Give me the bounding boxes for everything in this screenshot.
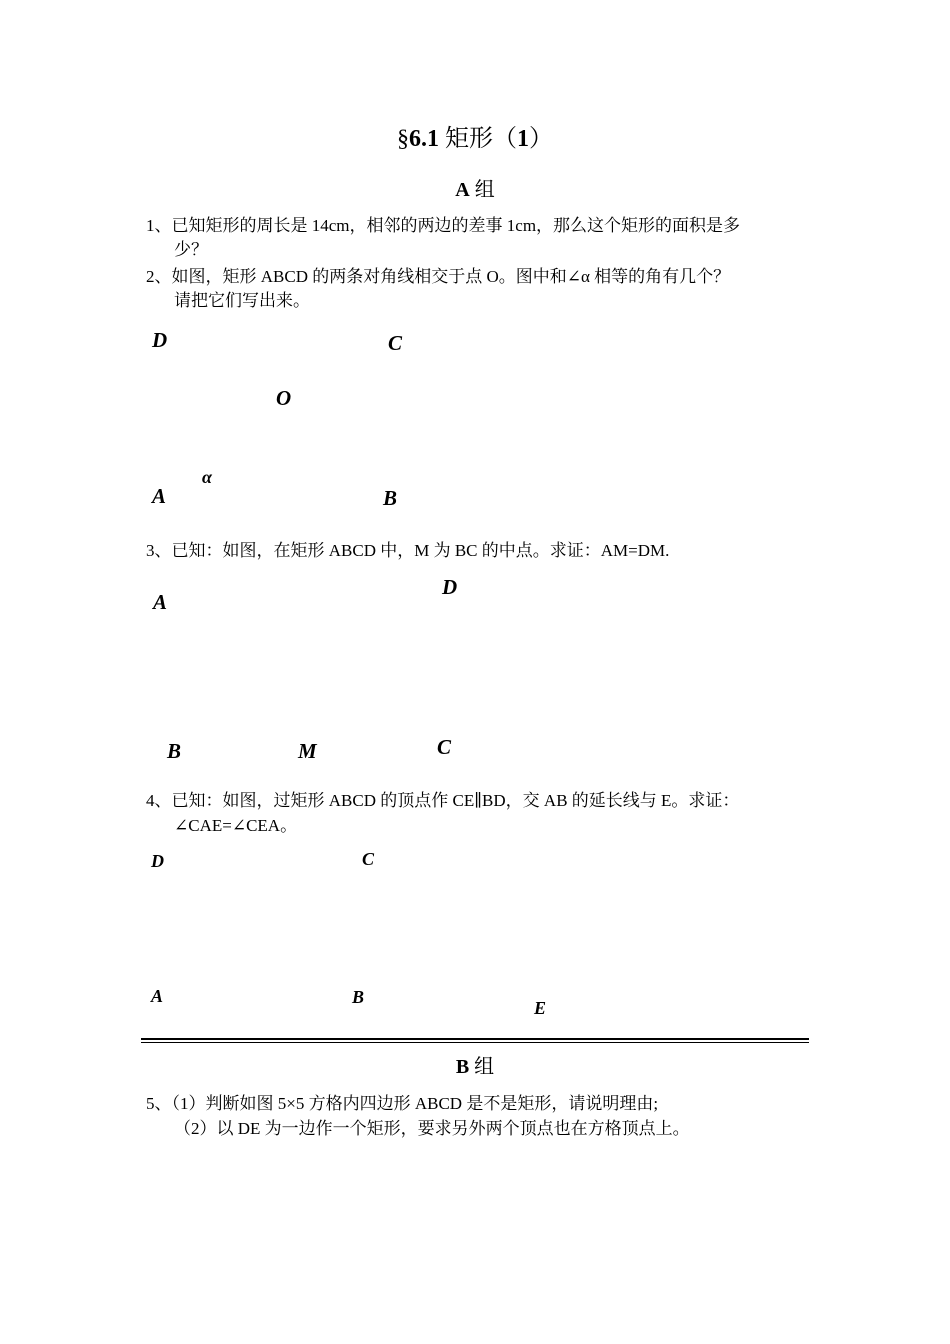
section-sign: § — [397, 126, 409, 152]
fig3-label-a: A — [151, 986, 164, 1006]
fig3-label-b: B — [352, 987, 365, 1007]
fig2-label-a: A — [153, 590, 168, 614]
question-4-line-1: 4、已知：如图，过矩形 ABCD 的顶点作 CE∥BD，交 AB 的延长线与 E。求证： — [146, 791, 740, 810]
question-4-line-2: ∠CAE=∠CEA。 — [174, 816, 298, 835]
fig2-label-m: M — [298, 739, 317, 763]
fig2-label-b: B — [167, 739, 182, 763]
divider-thick — [141, 1038, 809, 1040]
question-2-line-2: 请把它们写出来。 — [174, 291, 310, 310]
group-a-letter: A — [455, 179, 470, 201]
question-1-line-2: 少？ — [174, 240, 208, 259]
divider-thin — [141, 1042, 809, 1043]
group-a-heading — [0, 173, 950, 202]
fig3-label-c: C — [362, 849, 375, 869]
group-a-suffix: 组 — [474, 179, 495, 201]
fig2-label-c: C — [437, 735, 452, 759]
fig1-label-a: A — [152, 484, 167, 508]
section-name: 矩形（ — [445, 126, 517, 152]
group-b-heading — [0, 1050, 950, 1079]
section-number: 6.1 — [409, 126, 439, 152]
question-3-line-1: 3、已知：如图，在矩形 ABCD 中，M 为 BC 的中点。求证：AM=DM. — [146, 541, 670, 560]
fig3-label-d: D — [151, 851, 164, 871]
question-2-line-1: 2、如图，矩形 ABCD 的两条对角线相交于点 O。图中和∠α 相等的角有几个？ — [146, 267, 731, 286]
fig3-label-e: E — [534, 998, 547, 1018]
group-b-letter: B — [455, 1056, 470, 1078]
group-b-suffix: 组 — [474, 1056, 495, 1078]
fig1-label-b: B — [383, 486, 398, 510]
section-paren-close: ） — [529, 126, 553, 152]
fig1-label-alpha: α — [202, 467, 212, 487]
fig1-label-o: O — [276, 386, 292, 410]
section-paren-number: 1 — [517, 126, 529, 152]
fig2-label-d: D — [442, 575, 458, 599]
question-1-line-1: 1、已知矩形的周长是 14cm，相邻的两边的差事 1cm，那么这个矩形的面积是多 — [146, 216, 741, 235]
fig1-label-c: C — [388, 331, 403, 355]
fig1-label-d: D — [152, 328, 168, 352]
question-5-line-2: （2）以 DE 为一边作一个矩形，要求另外两个顶点也在方格顶点上。 — [174, 1119, 690, 1138]
question-5-line-1: 5、（1）判断如图 5×5 方格内四边形 ABCD 是不是矩形，请说明理由; — [146, 1094, 659, 1113]
page-title — [0, 118, 950, 153]
